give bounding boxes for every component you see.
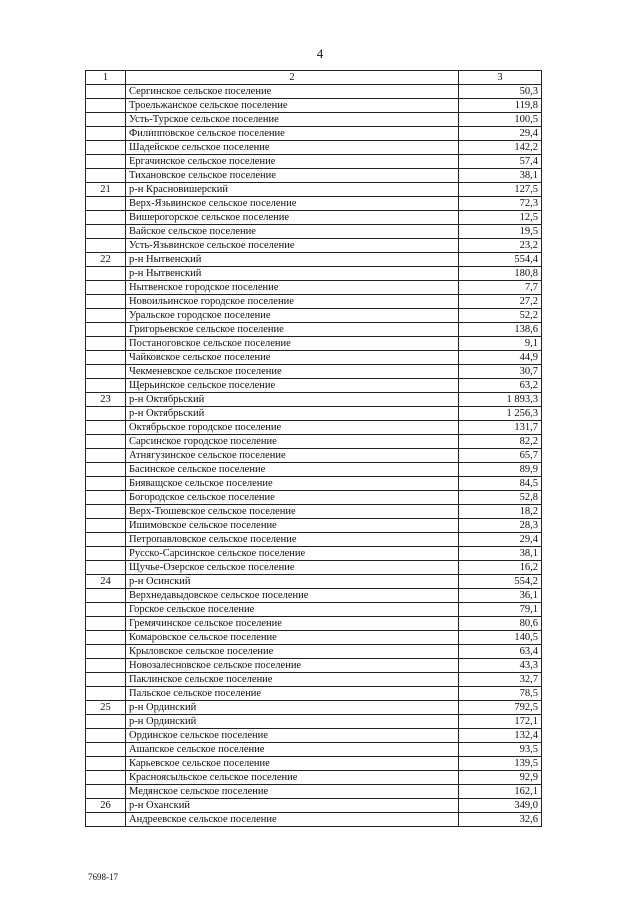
row-number-cell [86,771,126,785]
table-row [86,533,542,547]
row-name-cell: Гремячинское сельское поселение [126,617,459,631]
row-value-cell: 50,3 [459,85,542,99]
row-number-cell [86,365,126,379]
table-row [86,813,542,827]
row-name-cell: Щерьинское сельское поселение [126,379,459,393]
row-number-cell [86,449,126,463]
row-number-cell [86,603,126,617]
row-value-cell: 36,1 [459,589,542,603]
table-row [86,309,542,323]
table-row [86,743,542,757]
row-value-cell: 92,9 [459,771,542,785]
row-name-cell: Верх-Язьвинское сельское поселение [126,197,459,211]
row-value-cell: 27,2 [459,295,542,309]
row-number-cell [86,617,126,631]
row-name-cell: р-н Октябрьский [126,407,459,421]
row-name-cell: р-н Нытвенский [126,253,459,267]
row-value-cell: 131,7 [459,421,542,435]
row-value-cell: 28,3 [459,519,542,533]
table-row [86,337,542,351]
row-value-cell: 100,5 [459,113,542,127]
footer-document-code: 7698-17 [88,872,118,882]
row-name-cell: Щучье-Озерское сельское поселение [126,561,459,575]
row-name-cell: Тихановское сельское поселение [126,169,459,183]
header-col-value: 3 [459,71,542,85]
table-row [86,673,542,687]
table-row [86,127,542,141]
row-name-cell: Петропавловское сельское поселение [126,533,459,547]
row-value-cell: 57,4 [459,155,542,169]
row-name-cell: Верхнедавыдовское сельское поселение [126,589,459,603]
row-value-cell: 16,2 [459,561,542,575]
row-name-cell: Андреевское сельское поселение [126,813,459,827]
row-value-cell: 132,4 [459,729,542,743]
table-row [86,225,542,239]
row-name-cell: Паклинское сельское поселение [126,673,459,687]
header-col-number: 1 [86,71,126,85]
row-number-cell [86,295,126,309]
row-value-cell: 180,8 [459,267,542,281]
row-number-cell [86,351,126,365]
table-row [86,715,542,729]
row-number-cell [86,785,126,799]
row-number-cell [86,127,126,141]
row-value-cell: 142,2 [459,141,542,155]
row-name-cell: Усть-Язьвинское сельское поселение [126,239,459,253]
row-value-cell: 172,1 [459,715,542,729]
row-value-cell: 32,7 [459,673,542,687]
row-number-cell [86,211,126,225]
row-name-cell: Усть-Турское сельское поселение [126,113,459,127]
table-row [86,379,542,393]
table-row [86,575,542,589]
row-value-cell: 554,4 [459,253,542,267]
row-number-cell [86,239,126,253]
table-row [86,603,542,617]
table-row [86,113,542,127]
table-row [86,631,542,645]
row-number-cell: 21 [86,183,126,197]
row-name-cell: Новоильинское городское поселение [126,295,459,309]
row-number-cell [86,197,126,211]
row-number-cell [86,99,126,113]
row-number-cell: 26 [86,799,126,813]
row-number-cell [86,729,126,743]
row-number-cell [86,589,126,603]
table-row [86,449,542,463]
table-row [86,785,542,799]
table-row [86,659,542,673]
row-name-cell: р-н Оханский [126,799,459,813]
row-number-cell [86,85,126,99]
row-number-cell [86,743,126,757]
table-row [86,267,542,281]
row-value-cell: 30,7 [459,365,542,379]
row-number-cell [86,631,126,645]
row-name-cell: Шадейское сельское поселение [126,141,459,155]
row-name-cell: Богородское сельское поселение [126,491,459,505]
table-row [86,589,542,603]
row-name-cell: Ергачинское сельское поселение [126,155,459,169]
row-number-cell [86,533,126,547]
table-row [86,617,542,631]
table-row [86,701,542,715]
table-row [86,197,542,211]
row-name-cell: Крыловское сельское поселение [126,645,459,659]
row-number-cell [86,309,126,323]
row-name-cell: Троельжанское сельское поселение [126,99,459,113]
row-name-cell: Сергинское сельское поселение [126,85,459,99]
row-name-cell: Комаровское сельское поселение [126,631,459,645]
row-number-cell [86,687,126,701]
row-value-cell: 7,7 [459,281,542,295]
row-number-cell [86,505,126,519]
row-name-cell: Вишерогорское сельское поселение [126,211,459,225]
row-value-cell: 89,9 [459,463,542,477]
table-row [86,365,542,379]
row-value-cell: 138,6 [459,323,542,337]
row-name-cell: Медянское сельское поселение [126,785,459,799]
row-number-cell [86,519,126,533]
row-name-cell: Горское сельское поселение [126,603,459,617]
table-row [86,239,542,253]
row-number-cell [86,715,126,729]
row-name-cell: Карьевское сельское поселение [126,757,459,771]
header-col-name: 2 [126,71,459,85]
row-name-cell: Басинское сельское поселение [126,463,459,477]
table-row [86,295,542,309]
row-number-cell: 22 [86,253,126,267]
row-number-cell [86,323,126,337]
row-name-cell: р-н Октябрьский [126,393,459,407]
row-name-cell: Постаноговское сельское поселение [126,337,459,351]
table-row [86,85,542,99]
row-number-cell: 25 [86,701,126,715]
row-value-cell: 12,5 [459,211,542,225]
row-number-cell [86,421,126,435]
table-body [86,85,542,827]
row-value-cell: 1 256,3 [459,407,542,421]
table-row [86,421,542,435]
table-row [86,323,542,337]
row-value-cell: 52,8 [459,491,542,505]
table-row [86,211,542,225]
row-name-cell: Вайское сельское поселение [126,225,459,239]
row-name-cell: Верх-Тюшевское сельское поселение [126,505,459,519]
table-row [86,393,542,407]
row-number-cell: 23 [86,393,126,407]
row-number-cell [86,673,126,687]
row-name-cell: Григорьевское сельское поселение [126,323,459,337]
row-number-cell [86,659,126,673]
row-value-cell: 38,1 [459,169,542,183]
allocation-table [85,70,542,827]
table-row [86,253,542,267]
row-value-cell: 19,5 [459,225,542,239]
row-name-cell: Бияващское сельское поселение [126,477,459,491]
row-number-cell [86,141,126,155]
row-name-cell: р-н Ординский [126,715,459,729]
row-name-cell: Пальское сельское поселение [126,687,459,701]
row-value-cell: 349,0 [459,799,542,813]
row-number-cell [86,813,126,827]
table-row [86,281,542,295]
row-name-cell: Атнягузинское сельское поселение [126,449,459,463]
table-row [86,729,542,743]
row-value-cell: 127,5 [459,183,542,197]
table-row [86,687,542,701]
row-name-cell: Ординское сельское поселение [126,729,459,743]
row-number-cell: 24 [86,575,126,589]
row-name-cell: р-н Осинский [126,575,459,589]
row-value-cell: 23,2 [459,239,542,253]
table-row [86,463,542,477]
row-value-cell: 65,7 [459,449,542,463]
row-name-cell: Новозалесновское сельское поселение [126,659,459,673]
row-value-cell: 63,4 [459,645,542,659]
row-name-cell: Красноясыльское сельское поселение [126,771,459,785]
row-number-cell [86,337,126,351]
row-number-cell [86,379,126,393]
table-row [86,491,542,505]
table-row [86,183,542,197]
row-value-cell: 84,5 [459,477,542,491]
row-number-cell [86,435,126,449]
page-number: 4 [316,46,324,61]
row-name-cell: Филипповское сельское поселение [126,127,459,141]
row-number-cell [86,155,126,169]
row-value-cell: 32,6 [459,813,542,827]
row-name-cell: р-н Нытвенский [126,267,459,281]
row-value-cell: 119,8 [459,99,542,113]
row-value-cell: 554,2 [459,575,542,589]
row-number-cell [86,491,126,505]
row-number-cell [86,267,126,281]
row-name-cell: Русско-Сарсинское сельское поселение [126,547,459,561]
table-row [86,771,542,785]
table-header-row [86,71,542,85]
row-value-cell: 139,5 [459,757,542,771]
row-number-cell [86,477,126,491]
row-number-cell [86,757,126,771]
table-row [86,757,542,771]
row-number-cell [86,225,126,239]
row-number-cell [86,169,126,183]
row-number-cell [86,113,126,127]
row-value-cell: 29,4 [459,533,542,547]
row-value-cell: 792,5 [459,701,542,715]
table-row [86,519,542,533]
row-value-cell: 52,2 [459,309,542,323]
row-name-cell: Чекменевское сельское поселение [126,365,459,379]
row-name-cell: Чайковское сельское поселение [126,351,459,365]
row-number-cell [86,561,126,575]
table-row [86,141,542,155]
row-value-cell: 80,6 [459,617,542,631]
table-row [86,169,542,183]
row-number-cell [86,463,126,477]
row-value-cell: 44,9 [459,351,542,365]
row-value-cell: 72,3 [459,197,542,211]
table-row [86,547,542,561]
row-value-cell: 79,1 [459,603,542,617]
row-value-cell: 1 893,3 [459,393,542,407]
row-value-cell: 82,2 [459,435,542,449]
row-name-cell: Октябрьское городское поселение [126,421,459,435]
row-number-cell [86,407,126,421]
table-row [86,477,542,491]
row-value-cell: 63,2 [459,379,542,393]
table-row [86,799,542,813]
row-name-cell: Сарсинское городское поселение [126,435,459,449]
row-name-cell: р-н Ординский [126,701,459,715]
table-row [86,351,542,365]
row-value-cell: 38,1 [459,547,542,561]
row-name-cell: р-н Красновишерский [126,183,459,197]
row-value-cell: 78,5 [459,687,542,701]
table-row [86,99,542,113]
row-value-cell: 162,1 [459,785,542,799]
table-row [86,505,542,519]
row-name-cell: Ашапское сельское поселение [126,743,459,757]
row-value-cell: 29,4 [459,127,542,141]
row-name-cell: Нытвенское городское поселение [126,281,459,295]
row-value-cell: 9,1 [459,337,542,351]
table-row [86,407,542,421]
row-number-cell [86,547,126,561]
table-row [86,645,542,659]
table-row [86,435,542,449]
row-number-cell [86,281,126,295]
row-value-cell: 43,3 [459,659,542,673]
row-number-cell [86,645,126,659]
row-value-cell: 140,5 [459,631,542,645]
row-value-cell: 93,5 [459,743,542,757]
table-row [86,561,542,575]
row-value-cell: 18,2 [459,505,542,519]
table-row [86,155,542,169]
row-name-cell: Уральское городское поселение [126,309,459,323]
row-name-cell: Ишимовское сельское поселение [126,519,459,533]
